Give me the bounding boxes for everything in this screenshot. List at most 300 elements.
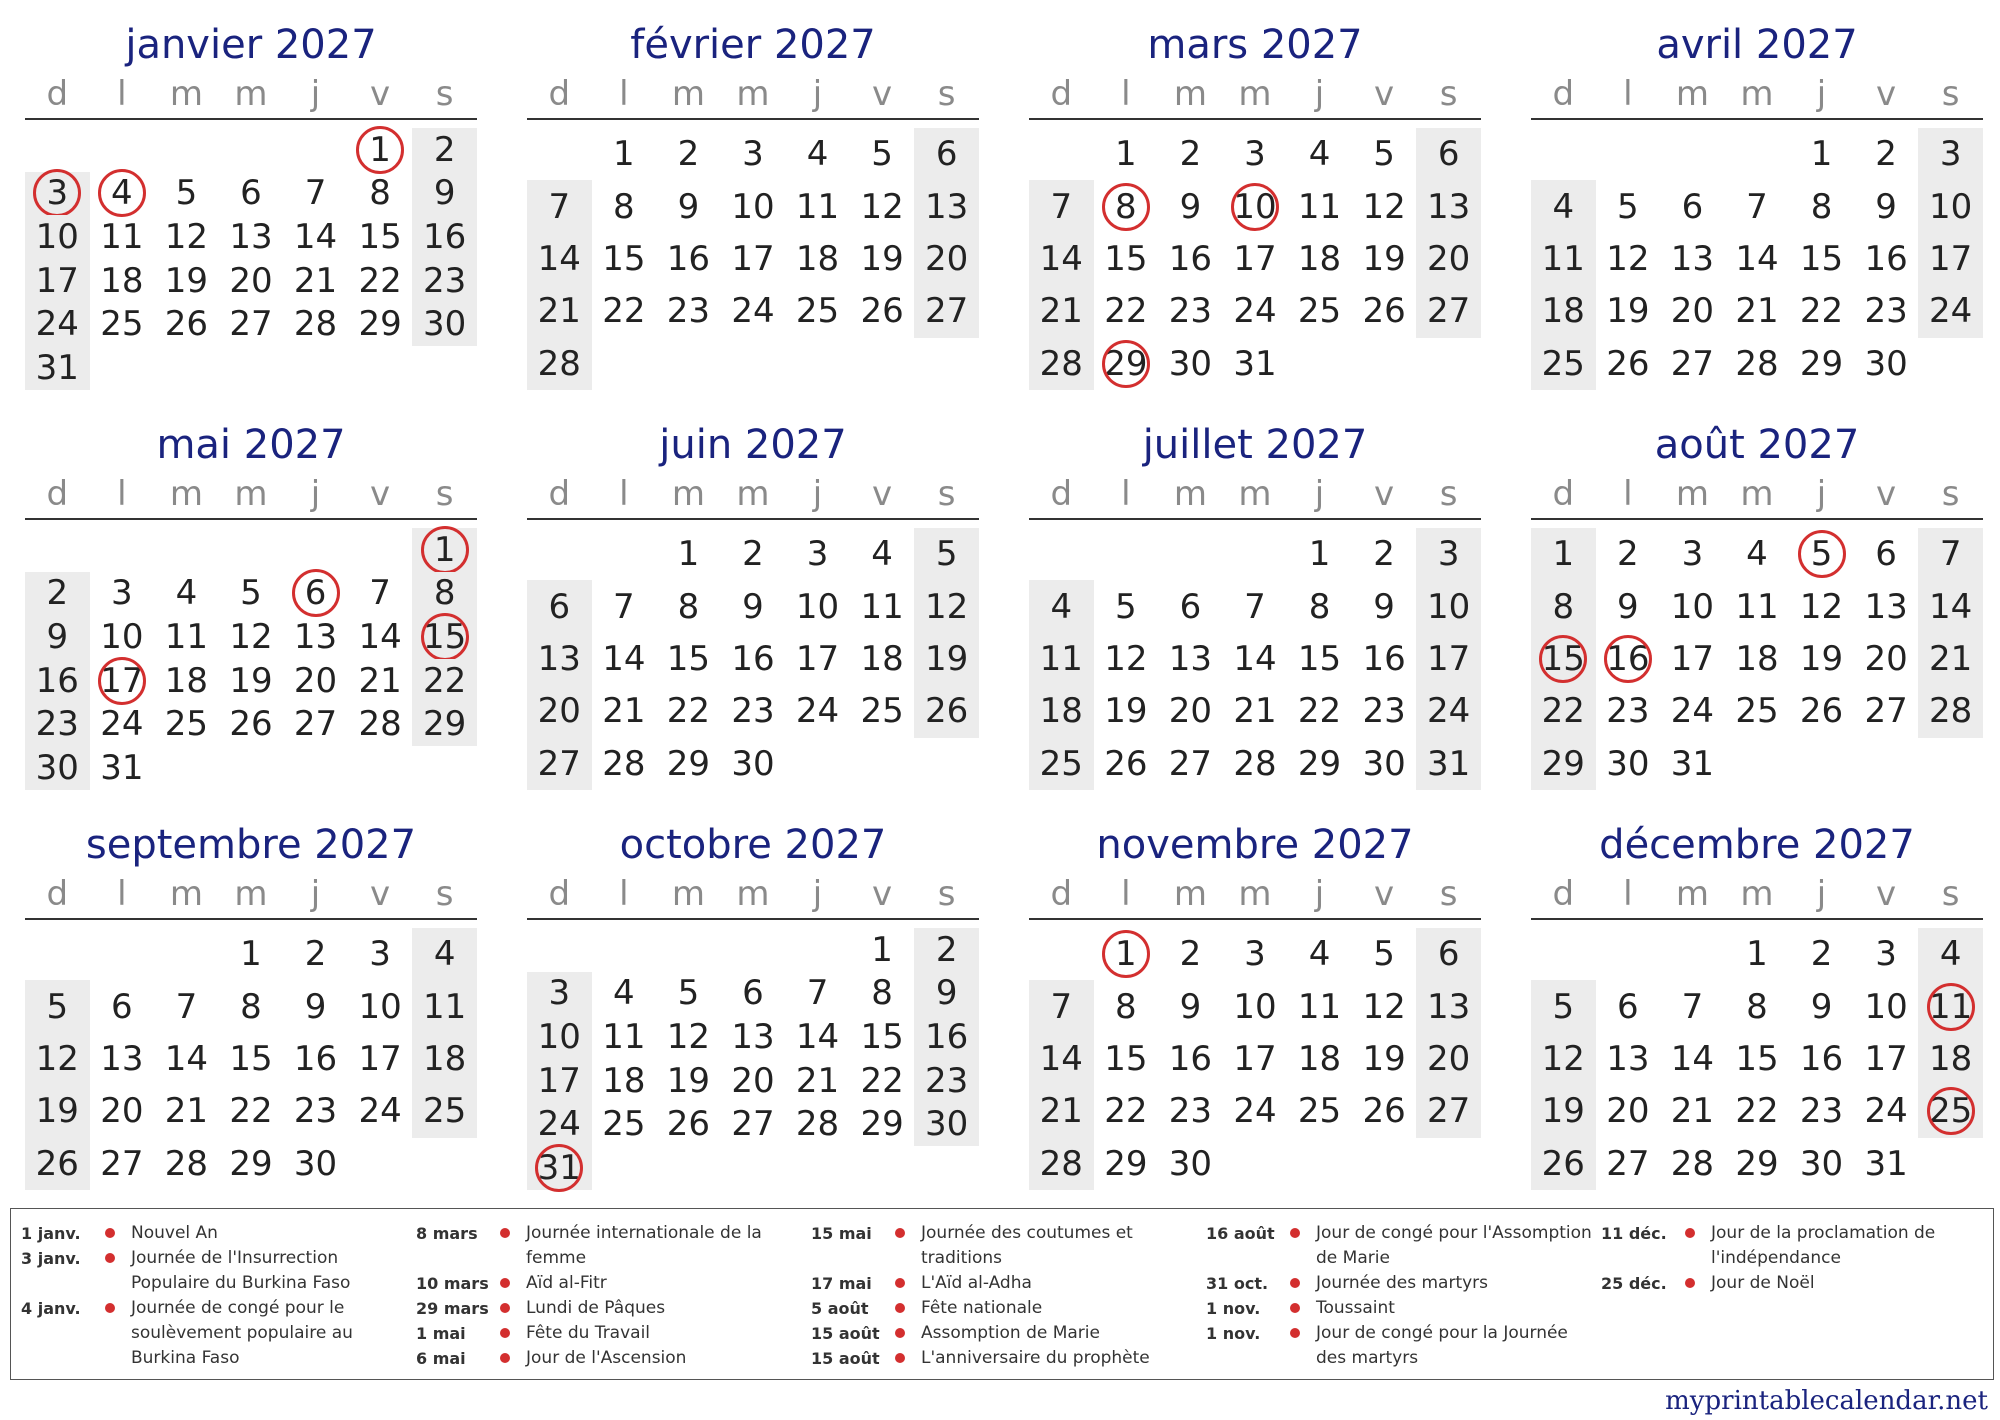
day-cell[interactable] (1725, 233, 1790, 285)
day-cell[interactable] (656, 685, 721, 737)
day-cell[interactable] (1029, 1033, 1094, 1085)
day-cell[interactable] (412, 215, 477, 259)
day-cell[interactable] (219, 703, 284, 747)
day-cell[interactable] (1918, 1085, 1983, 1137)
day-cell[interactable] (1158, 128, 1223, 180)
day-cell[interactable] (656, 528, 721, 580)
day-cell[interactable] (1223, 233, 1288, 285)
day-cell[interactable] (1531, 1085, 1596, 1137)
day-cell[interactable] (90, 1085, 155, 1137)
day-cell[interactable] (1918, 180, 1983, 232)
day-cell[interactable] (527, 972, 592, 1016)
day-cell[interactable] (1287, 528, 1352, 580)
day-cell[interactable] (348, 703, 413, 747)
day-cell[interactable] (1287, 285, 1352, 337)
day-cell[interactable] (656, 1015, 721, 1059)
day-cell[interactable] (412, 928, 477, 980)
day-cell[interactable] (1918, 580, 1983, 632)
day-cell[interactable] (219, 215, 284, 259)
day-cell[interactable] (1531, 633, 1596, 685)
day-cell[interactable] (527, 180, 592, 232)
day-cell[interactable] (1416, 633, 1481, 685)
day-cell[interactable] (1854, 1085, 1919, 1137)
day-cell[interactable] (1918, 980, 1983, 1032)
day-cell[interactable] (721, 1103, 786, 1147)
day-cell[interactable] (785, 1015, 850, 1059)
day-cell[interactable] (348, 1085, 413, 1137)
day-cell[interactable] (1660, 233, 1725, 285)
day-cell[interactable] (1287, 1033, 1352, 1085)
day-cell[interactable] (1223, 285, 1288, 337)
day-cell[interactable] (721, 285, 786, 337)
day-cell[interactable] (1223, 180, 1288, 232)
day-cell[interactable] (25, 346, 90, 390)
day-cell[interactable] (785, 1059, 850, 1103)
day-cell[interactable] (1158, 1138, 1223, 1190)
day-cell[interactable] (721, 972, 786, 1016)
day-cell[interactable] (1854, 233, 1919, 285)
day-cell[interactable] (412, 259, 477, 303)
day-cell[interactable] (154, 303, 219, 347)
day-cell[interactable] (1416, 180, 1481, 232)
day-cell[interactable] (785, 528, 850, 580)
day-cell[interactable] (412, 1033, 477, 1085)
day-cell[interactable] (1854, 128, 1919, 180)
day-cell[interactable] (283, 303, 348, 347)
day-cell[interactable] (850, 285, 915, 337)
day-cell[interactable] (25, 703, 90, 747)
day-cell[interactable] (1789, 980, 1854, 1032)
day-cell[interactable] (592, 1059, 657, 1103)
day-cell[interactable] (1029, 980, 1094, 1032)
day-cell[interactable] (283, 259, 348, 303)
day-cell[interactable] (1029, 1085, 1094, 1137)
day-cell[interactable] (850, 685, 915, 737)
day-cell[interactable] (1416, 685, 1481, 737)
day-cell[interactable] (1596, 685, 1661, 737)
day-cell[interactable] (914, 633, 979, 685)
day-cell[interactable] (1352, 528, 1417, 580)
day-cell[interactable] (348, 980, 413, 1032)
day-cell[interactable] (1416, 980, 1481, 1032)
day-cell[interactable] (721, 128, 786, 180)
day-cell[interactable] (412, 572, 477, 616)
day-cell[interactable] (1789, 233, 1854, 285)
day-cell[interactable] (154, 259, 219, 303)
day-cell[interactable] (914, 1015, 979, 1059)
day-cell[interactable] (1352, 738, 1417, 790)
day-cell[interactable] (219, 980, 284, 1032)
site-credit[interactable]: myprintablecalendar.net (1665, 1386, 1988, 1416)
day-cell[interactable] (1029, 233, 1094, 285)
day-cell[interactable] (721, 738, 786, 790)
day-cell[interactable] (850, 633, 915, 685)
day-cell[interactable] (1789, 1033, 1854, 1085)
day-cell[interactable] (219, 928, 284, 980)
day-cell[interactable] (154, 215, 219, 259)
day-cell[interactable] (1416, 285, 1481, 337)
day-cell[interactable] (656, 1103, 721, 1147)
day-cell[interactable] (1660, 980, 1725, 1032)
day-cell[interactable] (1158, 580, 1223, 632)
day-cell[interactable] (1352, 980, 1417, 1032)
day-cell[interactable] (527, 1146, 592, 1190)
day-cell[interactable] (1918, 128, 1983, 180)
day-cell[interactable] (1094, 980, 1159, 1032)
day-cell[interactable] (1287, 580, 1352, 632)
day-cell[interactable] (219, 259, 284, 303)
day-cell[interactable] (90, 703, 155, 747)
day-cell[interactable] (914, 233, 979, 285)
day-cell[interactable] (1029, 580, 1094, 632)
day-cell[interactable] (785, 633, 850, 685)
day-cell[interactable] (348, 215, 413, 259)
day-cell[interactable] (1223, 1033, 1288, 1085)
day-cell[interactable] (1531, 738, 1596, 790)
day-cell[interactable] (1416, 233, 1481, 285)
day-cell[interactable] (656, 285, 721, 337)
day-cell[interactable] (1725, 633, 1790, 685)
day-cell[interactable] (1725, 1033, 1790, 1085)
day-cell[interactable] (1416, 1033, 1481, 1085)
day-cell[interactable] (1596, 980, 1661, 1032)
day-cell[interactable] (283, 215, 348, 259)
day-cell[interactable] (412, 303, 477, 347)
day-cell[interactable] (656, 580, 721, 632)
day-cell[interactable] (592, 972, 657, 1016)
day-cell[interactable] (721, 233, 786, 285)
day-cell[interactable] (785, 972, 850, 1016)
day-cell[interactable] (850, 180, 915, 232)
day-cell[interactable] (283, 659, 348, 703)
day-cell[interactable] (283, 703, 348, 747)
day-cell[interactable] (1223, 980, 1288, 1032)
day-cell[interactable] (1029, 1138, 1094, 1190)
day-cell[interactable] (1094, 338, 1159, 390)
day-cell[interactable] (1789, 128, 1854, 180)
day-cell[interactable] (592, 128, 657, 180)
day-cell[interactable] (1531, 685, 1596, 737)
day-cell[interactable] (527, 1059, 592, 1103)
day-cell[interactable] (283, 615, 348, 659)
day-cell[interactable] (219, 572, 284, 616)
day-cell[interactable] (656, 633, 721, 685)
day-cell[interactable] (592, 580, 657, 632)
day-cell[interactable] (283, 1033, 348, 1085)
day-cell[interactable] (1352, 1085, 1417, 1137)
day-cell[interactable] (1854, 528, 1919, 580)
day-cell[interactable] (1660, 738, 1725, 790)
day-cell[interactable] (283, 928, 348, 980)
day-cell[interactable] (25, 303, 90, 347)
day-cell[interactable] (219, 1138, 284, 1190)
day-cell[interactable] (1660, 633, 1725, 685)
day-cell[interactable] (1596, 1085, 1661, 1137)
day-cell[interactable] (1854, 338, 1919, 390)
day-cell[interactable] (592, 285, 657, 337)
day-cell[interactable] (90, 1138, 155, 1190)
day-cell[interactable] (154, 572, 219, 616)
day-cell[interactable] (412, 615, 477, 659)
day-cell[interactable] (1158, 685, 1223, 737)
day-cell[interactable] (412, 980, 477, 1032)
day-cell[interactable] (1531, 980, 1596, 1032)
day-cell[interactable] (25, 1085, 90, 1137)
day-cell[interactable] (1725, 338, 1790, 390)
day-cell[interactable] (412, 172, 477, 216)
day-cell[interactable] (721, 180, 786, 232)
day-cell[interactable] (1531, 285, 1596, 337)
day-cell[interactable] (1725, 285, 1790, 337)
day-cell[interactable] (850, 528, 915, 580)
day-cell[interactable] (1352, 928, 1417, 980)
day-cell[interactable] (1596, 633, 1661, 685)
day-cell[interactable] (283, 572, 348, 616)
day-cell[interactable] (1352, 233, 1417, 285)
day-cell[interactable] (412, 659, 477, 703)
day-cell[interactable] (154, 1085, 219, 1137)
day-cell[interactable] (527, 633, 592, 685)
day-cell[interactable] (1094, 580, 1159, 632)
day-cell[interactable] (721, 633, 786, 685)
day-cell[interactable] (850, 128, 915, 180)
day-cell[interactable] (1287, 738, 1352, 790)
day-cell[interactable] (1416, 738, 1481, 790)
day-cell[interactable] (219, 1033, 284, 1085)
day-cell[interactable] (592, 633, 657, 685)
day-cell[interactable] (1854, 580, 1919, 632)
day-cell[interactable] (1660, 285, 1725, 337)
day-cell[interactable] (914, 128, 979, 180)
day-cell[interactable] (1094, 1138, 1159, 1190)
day-cell[interactable] (527, 285, 592, 337)
day-cell[interactable] (1918, 928, 1983, 980)
day-cell[interactable] (914, 528, 979, 580)
day-cell[interactable] (1094, 685, 1159, 737)
day-cell[interactable] (592, 738, 657, 790)
day-cell[interactable] (219, 615, 284, 659)
day-cell[interactable] (1854, 685, 1919, 737)
day-cell[interactable] (25, 259, 90, 303)
day-cell[interactable] (283, 1085, 348, 1137)
day-cell[interactable] (914, 972, 979, 1016)
day-cell[interactable] (1854, 285, 1919, 337)
day-cell[interactable] (1725, 528, 1790, 580)
day-cell[interactable] (90, 659, 155, 703)
day-cell[interactable] (412, 128, 477, 172)
day-cell[interactable] (592, 180, 657, 232)
day-cell[interactable] (1094, 233, 1159, 285)
day-cell[interactable] (1660, 1085, 1725, 1137)
day-cell[interactable] (592, 1103, 657, 1147)
day-cell[interactable] (1223, 633, 1288, 685)
day-cell[interactable] (914, 285, 979, 337)
day-cell[interactable] (1660, 338, 1725, 390)
day-cell[interactable] (1725, 928, 1790, 980)
day-cell[interactable] (1854, 1138, 1919, 1190)
day-cell[interactable] (1918, 528, 1983, 580)
day-cell[interactable] (1789, 633, 1854, 685)
day-cell[interactable] (785, 1103, 850, 1147)
day-cell[interactable] (1789, 338, 1854, 390)
day-cell[interactable] (1854, 980, 1919, 1032)
day-cell[interactable] (412, 1085, 477, 1137)
day-cell[interactable] (656, 128, 721, 180)
day-cell[interactable] (527, 1103, 592, 1147)
day-cell[interactable] (1854, 633, 1919, 685)
day-cell[interactable] (1531, 1138, 1596, 1190)
day-cell[interactable] (656, 180, 721, 232)
day-cell[interactable] (1287, 128, 1352, 180)
day-cell[interactable] (1094, 285, 1159, 337)
day-cell[interactable] (1158, 980, 1223, 1032)
day-cell[interactable] (219, 303, 284, 347)
day-cell[interactable] (412, 703, 477, 747)
day-cell[interactable] (1158, 233, 1223, 285)
day-cell[interactable] (1918, 685, 1983, 737)
day-cell[interactable] (1596, 338, 1661, 390)
day-cell[interactable] (1352, 1033, 1417, 1085)
day-cell[interactable] (1158, 338, 1223, 390)
day-cell[interactable] (348, 928, 413, 980)
day-cell[interactable] (527, 233, 592, 285)
day-cell[interactable] (90, 980, 155, 1032)
day-cell[interactable] (1596, 1033, 1661, 1085)
day-cell[interactable] (25, 215, 90, 259)
day-cell[interactable] (850, 1059, 915, 1103)
day-cell[interactable] (1660, 580, 1725, 632)
day-cell[interactable] (154, 1138, 219, 1190)
day-cell[interactable] (721, 1015, 786, 1059)
day-cell[interactable] (1352, 685, 1417, 737)
day-cell[interactable] (1094, 1033, 1159, 1085)
day-cell[interactable] (1918, 633, 1983, 685)
day-cell[interactable] (1789, 1085, 1854, 1137)
day-cell[interactable] (656, 972, 721, 1016)
day-cell[interactable] (1223, 1085, 1288, 1137)
day-cell[interactable] (1223, 338, 1288, 390)
day-cell[interactable] (1029, 285, 1094, 337)
day-cell[interactable] (1094, 633, 1159, 685)
day-cell[interactable] (25, 572, 90, 616)
day-cell[interactable] (1854, 928, 1919, 980)
day-cell[interactable] (1789, 528, 1854, 580)
day-cell[interactable] (1854, 180, 1919, 232)
day-cell[interactable] (1596, 528, 1661, 580)
day-cell[interactable] (25, 172, 90, 216)
day-cell[interactable] (219, 1085, 284, 1137)
day-cell[interactable] (850, 1103, 915, 1147)
day-cell[interactable] (1094, 738, 1159, 790)
day-cell[interactable] (348, 128, 413, 172)
day-cell[interactable] (1854, 1033, 1919, 1085)
day-cell[interactable] (785, 233, 850, 285)
day-cell[interactable] (656, 738, 721, 790)
day-cell[interactable] (90, 572, 155, 616)
day-cell[interactable] (1223, 738, 1288, 790)
day-cell[interactable] (25, 1138, 90, 1190)
day-cell[interactable] (785, 580, 850, 632)
day-cell[interactable] (90, 1033, 155, 1085)
day-cell[interactable] (25, 615, 90, 659)
day-cell[interactable] (1158, 180, 1223, 232)
day-cell[interactable] (656, 1059, 721, 1103)
day-cell[interactable] (1531, 338, 1596, 390)
day-cell[interactable] (1094, 928, 1159, 980)
day-cell[interactable] (1416, 928, 1481, 980)
day-cell[interactable] (1352, 580, 1417, 632)
day-cell[interactable] (1596, 1138, 1661, 1190)
day-cell[interactable] (850, 928, 915, 972)
day-cell[interactable] (1660, 528, 1725, 580)
day-cell[interactable] (1352, 633, 1417, 685)
day-cell[interactable] (154, 659, 219, 703)
day-cell[interactable] (1158, 1033, 1223, 1085)
day-cell[interactable] (1596, 580, 1661, 632)
day-cell[interactable] (1029, 685, 1094, 737)
day-cell[interactable] (1660, 1033, 1725, 1085)
day-cell[interactable] (25, 746, 90, 790)
day-cell[interactable] (90, 215, 155, 259)
day-cell[interactable] (348, 303, 413, 347)
day-cell[interactable] (1352, 180, 1417, 232)
day-cell[interactable] (154, 172, 219, 216)
day-cell[interactable] (721, 1059, 786, 1103)
day-cell[interactable] (348, 1033, 413, 1085)
day-cell[interactable] (1596, 738, 1661, 790)
day-cell[interactable] (1789, 180, 1854, 232)
day-cell[interactable] (1287, 685, 1352, 737)
day-cell[interactable] (850, 1015, 915, 1059)
day-cell[interactable] (283, 980, 348, 1032)
day-cell[interactable] (25, 980, 90, 1032)
day-cell[interactable] (721, 528, 786, 580)
day-cell[interactable] (1223, 128, 1288, 180)
day-cell[interactable] (785, 285, 850, 337)
day-cell[interactable] (656, 233, 721, 285)
day-cell[interactable] (592, 1015, 657, 1059)
day-cell[interactable] (90, 746, 155, 790)
day-cell[interactable] (527, 685, 592, 737)
day-cell[interactable] (527, 1015, 592, 1059)
day-cell[interactable] (1416, 528, 1481, 580)
day-cell[interactable] (154, 1033, 219, 1085)
day-cell[interactable] (1094, 180, 1159, 232)
day-cell[interactable] (348, 572, 413, 616)
day-cell[interactable] (348, 659, 413, 703)
day-cell[interactable] (1531, 233, 1596, 285)
day-cell[interactable] (1416, 1085, 1481, 1137)
day-cell[interactable] (25, 1033, 90, 1085)
day-cell[interactable] (90, 303, 155, 347)
day-cell[interactable] (914, 1103, 979, 1147)
day-cell[interactable] (1725, 980, 1790, 1032)
day-cell[interactable] (850, 580, 915, 632)
day-cell[interactable] (592, 233, 657, 285)
day-cell[interactable] (1287, 980, 1352, 1032)
day-cell[interactable] (154, 615, 219, 659)
day-cell[interactable] (721, 580, 786, 632)
day-cell[interactable] (1223, 685, 1288, 737)
day-cell[interactable] (348, 615, 413, 659)
day-cell[interactable] (1094, 1085, 1159, 1137)
day-cell[interactable] (1531, 180, 1596, 232)
day-cell[interactable] (1158, 285, 1223, 337)
day-cell[interactable] (1596, 233, 1661, 285)
day-cell[interactable] (1660, 1138, 1725, 1190)
day-cell[interactable] (527, 580, 592, 632)
day-cell[interactable] (90, 615, 155, 659)
